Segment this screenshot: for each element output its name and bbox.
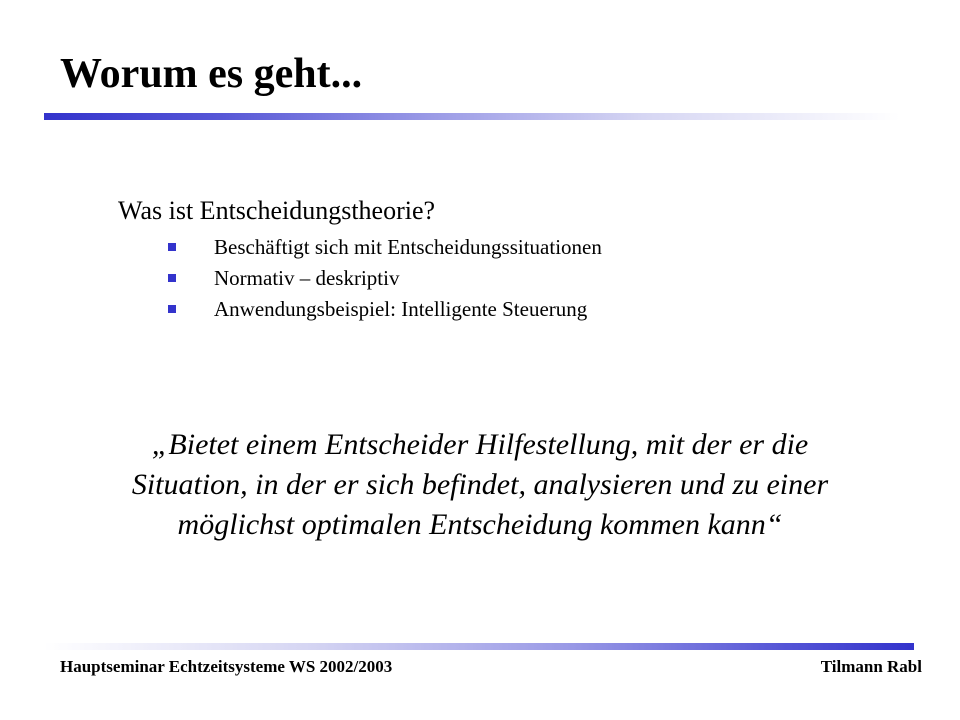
footer-divider-bar (44, 643, 914, 650)
question-heading: Was ist Entscheidungstheorie? (118, 196, 436, 225)
square-bullet-icon (168, 243, 176, 251)
bullet-list (166, 232, 602, 325)
slide-title: Worum es geht... (60, 51, 363, 97)
list-item (166, 263, 602, 294)
square-bullet-icon (168, 274, 176, 282)
bullet-text: Beschäftigt sich mit Entscheidungssituationen (214, 235, 602, 259)
quote-line: „Bietet einem Entscheider Hilfestellung, mit der er die (151, 428, 809, 461)
list-item (166, 232, 602, 263)
list-item (166, 294, 602, 325)
square-bullet-icon (168, 305, 176, 313)
definition-quote (60, 425, 900, 545)
footer-author: Tilmann Rabl (820, 657, 922, 676)
bullet-text: Normativ – deskriptiv (214, 266, 400, 290)
title-underline-bar (44, 113, 900, 120)
bullet-text: Anwendungsbeispiel: Intelligente Steuerung (214, 297, 588, 321)
quote-line: möglichst optimalen Entscheidung kommen kann“ (177, 508, 783, 541)
quote-line: Situation, in der er sich befindet, analysieren und zu einer (131, 468, 829, 501)
footer-course-label: Hauptseminar Echtzeitsysteme WS 2002/2003 (60, 657, 393, 676)
